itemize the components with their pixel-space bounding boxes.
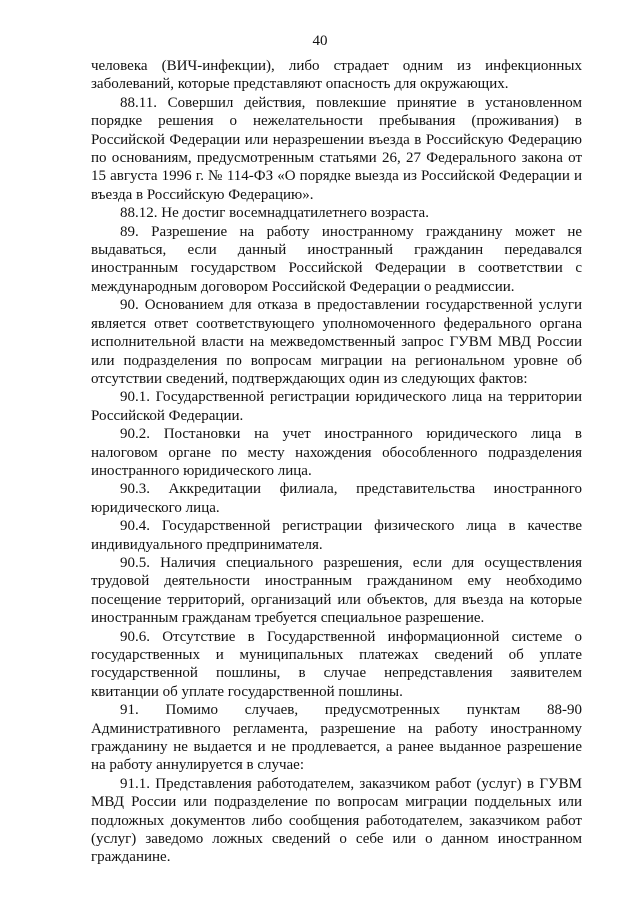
page-number: 40 xyxy=(312,33,328,49)
paragraph-91-1: 91.1. Представления работодателем, заказчиком работ (услуг) в ГУВМ МВД России или подразделение по вопросам миграции поддельных или подложных документов либо сообщения работодателем, заказчиком работ (услуг) заведомо ложных сведений о себе или о данном иностранном гражданине. xyxy=(91,775,582,866)
paragraph-90-3: 90.3. Аккредитации филиала, представительства иностранного юридического лица. xyxy=(91,481,582,516)
paragraph-90-1: 90.1. Государственной регистрации юридического лица на территории Российской Федерации. xyxy=(91,389,582,424)
paragraph-90-6: 90.6. Отсутствие в Государственной информационной системе о государственных и муниципальных платежах сведений об уплате государственной пошлины, в случае непредставления заявителем квитанции об уплате государственной пошлины. xyxy=(91,628,582,700)
paragraph-90-5: 90.5. Наличия специального разрешения, если для осуществления трудовой деятельности иностранным гражданином ему необходимо посещение территорий, организаций или объектов, для въезда на которые иностранным гражданам требуется специальное разрешение. xyxy=(91,554,582,627)
paragraph-90: 90. Основанием для отказа в предоставлении государственной услуги является ответ соответствующего уполномоченного федерального органа исполнительной власти на межведомственный запрос ГУВМ МВД России или подразделения по вопросам миграции на региональном уровне об отсутствии сведений, подтверждающих один из следующих фактов: xyxy=(91,297,582,387)
paragraph-90-4: 90.4. Государственной регистрации физического лица в качестве индивидуального предпринимателя. xyxy=(91,518,582,553)
document-body xyxy=(91,57,582,867)
paragraph-90-2: 90.2. Постановки на учет иностранного юридического лица в налоговом органе по месту нахождения обособленного подразделения иностранного юридического лица. xyxy=(91,426,582,479)
paragraph-88-12: 88.12. Не достиг восемнадцатилетнего возраста. xyxy=(120,205,429,222)
paragraph-continuation: человека (ВИЧ-инфекции), либо страдает одним из инфекционных заболеваний, которые представляют опасность для окружающих. xyxy=(91,58,582,93)
paragraph-91: 91. Помимо случаев, предусмотренных пунктам 88-90 Административного регламента, разрешение на работу иностранному гражданину не выдается и не продлевается, а ранее выданное разрешение на работу аннулируется в случае: xyxy=(91,702,582,774)
paragraph-88-11: 88.11. Совершил действия, повлекшие принятие в установленном порядке решения о нежелательности пребывания (проживания) в Российской Федерации или неразрешении въезда в Российскую Федерацию по основаниям, предусмотренным статьями 26, 27 Федерального закона от 15 августа 1996 г. № 114-ФЗ «О порядке выезда из Российской Федерации и въезда в Российскую Федерацию». xyxy=(91,94,582,203)
paragraph-89: 89. Разрешение на работу иностранному гражданину может не выдаваться, если данный иностранный гражданин передавался иностранным государством Российской Федерации в соответствии с международным договором Российской Федерации о реадмиссии. xyxy=(91,223,582,295)
